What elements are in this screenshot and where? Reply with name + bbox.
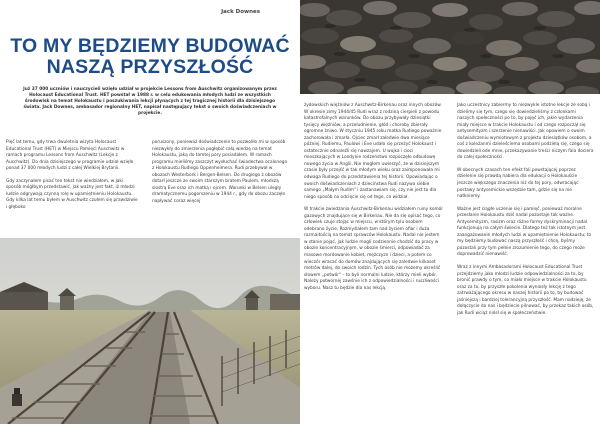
shoes-pile-photo [300,0,600,94]
paragraph: poruszony, ponieważ doświadczenie to pozwoliło mi w sposób niezwykły do zmierzenia pogłębić całą wiedzę na temat Holokaustu, jaką do tamtej pory posiadałem. W ramach programu mieliśmy zaszczyt wysłuchać świadectwa ocalonego z Holokaustu Rudiego Oppenheimera. Rudi przebywał w obozach Westerbork i Bergen-Belsen. Do drugiego z obozów dotarł jeszcze ze swoim starszym bratem Paulem, młodszą siostrą Eve oraz ich matką i ojcem. Warunki w Belsen uległy dramatycznemu pogorszeniu w 1944 r., gdy do obozu zaczęło napływać coraz więcej [152,140,288,204]
paragraph: Jako uczestnicy zabiermy to niezwykle istotne lekcje ze sobą i dzielimy się tym, czego się dowiedzieliśmy z członkami naszych społeczności po to, by pojęć ich, jakie wydarzenia miały miejsce w trakcie Holokaustu i od czego rozpoczął się antysemityzm i szerzenie nienawiści. Jak opowiem o swoim doświadczeniu wymiotowym z projektu dziesiątków osobom, a coś z koleżanmi dzieleściema osobami podzielą się, czego się dowiedzieli ode mnie, przekazywanie treści niczym fala dociera do całej społeczności. [457,103,594,161]
article-title [0,36,300,78]
text-column-3 [304,103,444,298]
text-column-1 [6,140,139,217]
paragraph: Ważne jest ciągłe uczenie się i pamięć, ponieważ moralne przesłanie Holokaustu dziś nadal pozostaje tak ważne. Antysemityzm, rasizm oraz różne formy dyskryminacji nadal funkcjonują na całym świecie. Dlatego też tak istotnym jest zaangażowanie młodych ludzi w upamiętnienie Holokaustu; to my będziemy budować naszą przyszłość i chcę, byśmy pozostali przy tym pełnie zrozumienie tego, do czego może doprowadzić nienawiść. [457,206,592,258]
paragraph: Gdy zaczynałem pisać ten tekst nie wiedziałem, w jaki sposób mógłbym przedstawić, jak ważny jest fakt, iż młodzi ludzie odgrywają czynną rolę w upamiętnieniu Holokaustu. Gdy kilka lat temu byłem w Auschwitz czułem się prawdziwie i głęboko [6,178,138,210]
text-column-2 [152,140,289,211]
paragraph: Wraz z innymi Ambasadorami Holocaust Educational Trust przejdziemy jako młodzi ludzie odpowiedzialności za to, by bronić prawdy o tym, co miało miejsce w trakcie Holokaustu oraz za to, by przyszłe pokolenia wyniosły lekcję z tego zatrważającego okresu w naszej historii po to, by budować jaśniejszą i bardziej tolerancyjną przyszłość. Mam nadzieję, że dołączycie do nas i będziecie pilnować, by przekaz takich osób, jak Rudi wciąż niósł się w społeczeństwie. [457,265,594,316]
paragraph: W trakcie zwiedzania Auschwitz-Birkenau widziałem ruiny komór gazowych znajdujące się w Birkenau. Nie da się opisać tego, co człowiek czuje stojąc w miejscu, w którym tylu osobom odebrano życie. Rozmyślałem tam nad życiem ofiar i duża rozmaitością na temat sprawców Holokaustu. Nadal nie jestem w stanie pojąć, jak ludzie mogli codziennie chodzić do pracy w obozie koncentracyjnym, w obozie śmierci, odpowiadać za masowe mordowanie kobiet, mężczyzn i dzieci, a potem co wieczór wracać do domów znajdujących się zaledwie kilkaset metrów dalej, do swoich rodzin. Tych osób nie możemy określić słowem „potwór" – to byli normalni ludzie, którzy mieli wybór. Należy potwornej zawśnie ich z odpowiedzialności i ruszliwości wyboru. Nasz tu będzie dla nas lekcją. [304,207,444,291]
paragraph: Pięć lat temu, gdy trwa dwuletnia wizyta Holocaust Educational Trust (HET) w Miejscu Pamięci Auschwitz w ramach programu Lessons from Auschwitz (Lekcje z Auschwitz). Do dnia dzisiejszego w programie udział wzięło ponad 37 000 młodych ludzi z całej Wielkiej Brytanii. [6,140,134,172]
paragraph: żydowskich więźniów z Auschwitz-Birkenau oraz innych obozów. W okresie zimy 1944/45 Rudi wraz z rodziną cierpieli z powodu katastrofalnych warunków. Do obozu przybywały dziesiątki tysięcy więźniów, a przeludnienie, głód i choroby zbierały ogromne żniwo. W styczniu 1945 roku matka Rudiego poważnie zachorowała i zmarła. Ojciec zmarł zaledwie dwa miesiące później. Rudiemu, Paulowi i Eve udało się przeżyć Holokaust i ostatecznie odnaleźli się nawzajem. U wujka i cioci mieszkających w Londynie rodzeństwo rozpoczęło odbudowę nowego życia w Anglii. Nie mogłem uwierzyć, że w dzisiejszym czasie były przejść w tak młodym wieku oraz zaimponowała mi odwaga Rudiego do przedstawienia tej historii. Opowiadając o swoich doświadczeniach z dzieciństwa Rudi nazywa siebie samego „Małym Rudim" i zastanawiam się, czy nie jest to dla niego sposób na odcięcie się od tego, co widział. [304,103,442,200]
title-line-2: NASZĄ PRZYSZŁOŚĆ [46,56,254,78]
paragraph: W obecnych czasach ten efekt fali powstającej poprzez dzielenie się prawdą nabiera dla edukacji o Holokauście jeszcze większego znaczenia niż do tej pory, odwracając postawy antysemickie wszędzie tam, gdzie się na nie natkniemy. [457,167,579,200]
railway-tracks-photo [0,238,300,424]
text-column-4 [457,103,594,323]
article-lead: Już 37 000 uczniów i nauczycieli wzięło udział w projekcie Lessons from Auschwitz organizowanym przez Holocaust Educational Trust. HET powstał w 1988 r. w celu edukowania młodych ludzi ze wszystkich środowisk na temat Holokaustu i poszukiwania lekcji płynących z tej tragicznej historii dla dzisiejszego świata. Jack Downes, ambasador regionalny HET, napisał następujący tekst o swoich doświadczeniach w projekcie. [23,87,277,117]
title-line-1: TO MY BĘDZIEMY BUDOWAĆ [10,35,290,57]
author-byline: Jack Downes [221,9,260,15]
